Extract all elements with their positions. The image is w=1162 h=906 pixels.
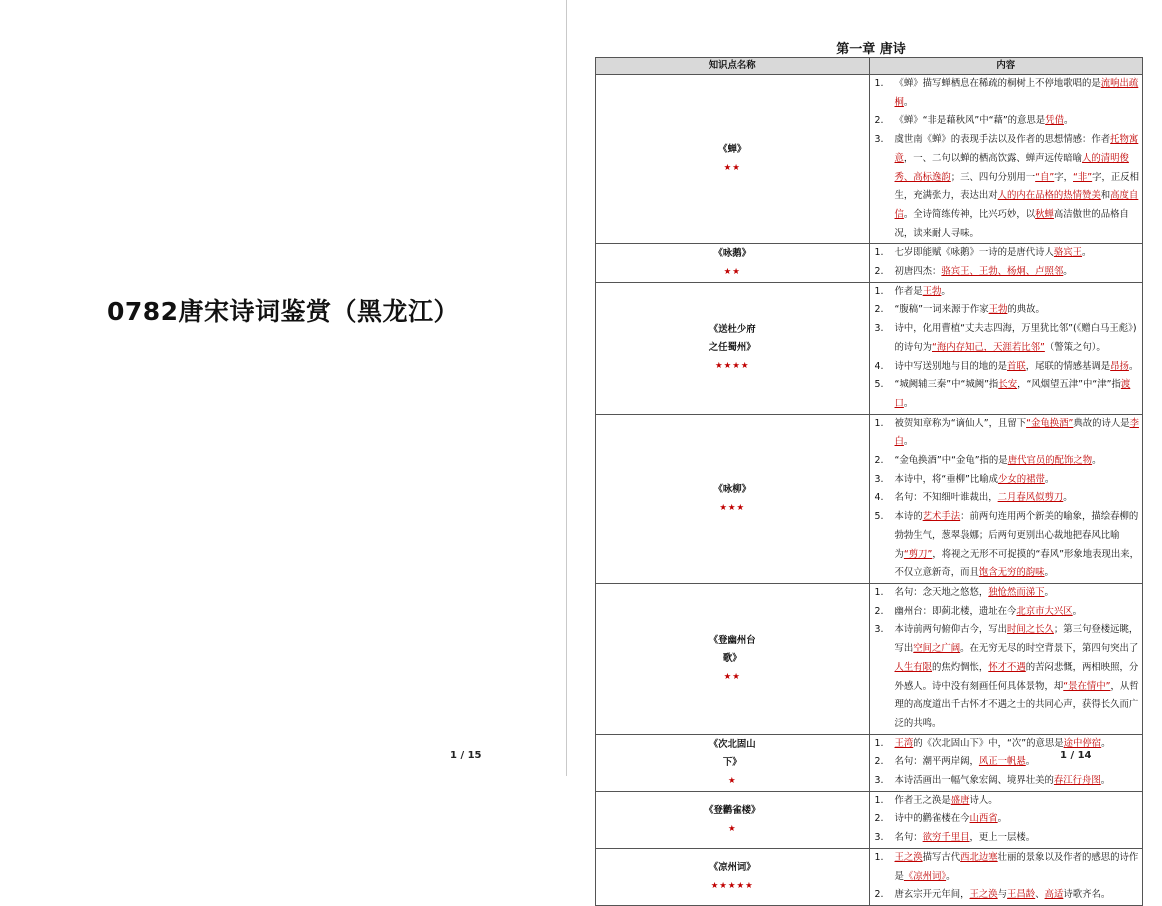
item-text: 。 — [946, 870, 956, 882]
item-text: 幽州台：即蓟北楼，遗址在今 — [894, 605, 1017, 617]
item-number: 2. — [874, 605, 884, 617]
item-text: 本诗的 — [894, 511, 923, 523]
left-page — [0, 0, 566, 776]
list-item — [870, 358, 1143, 377]
knowledge-point-content — [869, 791, 1143, 848]
item-text: 。 — [1063, 266, 1073, 278]
item-text: 的苦闷悲慨，两相映照，分外感人。诗中没有刻画任何具体景物，却 — [894, 661, 1139, 692]
right-page — [567, 0, 1162, 901]
item-text: 的焦灼惆怅， — [932, 661, 989, 673]
item-text: “城阙辅三秦”中“城阙”指 — [894, 379, 999, 391]
key-answer: 山西省 — [969, 813, 998, 825]
item-number: 2. — [874, 756, 884, 768]
item-text: 描写古代 — [922, 851, 961, 863]
list-item — [870, 584, 1143, 603]
item-text: 作者王之涣是 — [894, 794, 951, 806]
key-answer: 人的内在品格的热情赞美 — [997, 190, 1101, 202]
item-number: 1. — [874, 285, 884, 297]
item-text: 《蝉》“非是藉秋风”中“藉”的意思是 — [894, 115, 1046, 127]
knowledge-point-name — [596, 583, 870, 734]
key-answer: 人生有限 — [894, 661, 933, 673]
key-answer: 李白 — [894, 417, 1139, 448]
item-text: 。 — [997, 813, 1008, 825]
item-text: 。 — [941, 285, 951, 297]
name-line: 之任蜀州》 — [708, 342, 756, 354]
list-item — [870, 471, 1143, 490]
item-text: 诗中，化用曹植“丈夫志四海，万里犹比邻”(《赠白马王彪》)的诗句为 — [894, 323, 1137, 353]
item-number: 1. — [874, 247, 884, 259]
item-text: 。 — [1044, 473, 1055, 485]
knowledge-point-content — [869, 848, 1143, 905]
item-number: 1. — [874, 586, 884, 598]
knowledge-point-name — [596, 244, 870, 282]
knowledge-point-name — [596, 791, 870, 848]
knowledge-point-content — [869, 75, 1143, 244]
content-list — [870, 283, 1143, 414]
item-number: 2. — [874, 266, 884, 278]
key-answer: 凭借 — [1045, 115, 1064, 127]
table-header-row — [596, 58, 1143, 75]
table-row — [596, 282, 1143, 414]
item-text: 。全诗简练传神，比兴巧妙，以 — [903, 208, 1036, 220]
right-page-number: 1 / 14 — [1060, 750, 1092, 761]
item-text: ；三、四句分别用一 — [950, 171, 1036, 183]
key-answer: 欲穷千里目 — [922, 832, 970, 844]
name-line: 《登鹳雀楼》 — [704, 804, 761, 816]
key-answer: 流响出疏桐 — [894, 78, 1139, 108]
knowledge-point-content — [869, 583, 1143, 734]
importance-stars: ★★★★ — [715, 361, 750, 372]
importance-stars: ★★★★★ — [710, 880, 754, 891]
item-text: 作者是 — [894, 285, 923, 297]
importance-stars: ★ — [727, 775, 737, 786]
importance-stars: ★★★ — [719, 502, 746, 513]
item-number: 2. — [874, 455, 884, 467]
key-answer: “非” — [1073, 171, 1093, 183]
item-text: ：前两句连用两个新美的喻象，描绘春柳的勃勃生气，葱翠袅娜；后两句更别出心裁地把春风比喻为 — [894, 511, 1139, 560]
item-text: 与 — [997, 889, 1008, 901]
item-text: （警策之句）。 — [1044, 341, 1106, 353]
item-number: 1. — [874, 737, 884, 749]
item-text: “腹稿”一词来源于作家 — [894, 304, 989, 316]
item-number: 3. — [874, 624, 884, 636]
item-number: 2. — [874, 889, 884, 901]
key-answer: 高度自信 — [894, 190, 1139, 220]
name-line: 歌》 — [722, 652, 742, 664]
content-list — [870, 244, 1143, 281]
item-text: 。 — [1063, 115, 1074, 127]
item-text: 。 — [903, 436, 914, 448]
list-item — [870, 753, 1143, 772]
item-text: 诗中的鹳雀楼在今 — [894, 813, 970, 825]
key-answer: 骆宾王、王勃、杨炯、卢照邻 — [941, 266, 1064, 278]
list-item — [870, 772, 1143, 791]
item-text: 本诗前两句俯仰古今，写出 — [894, 624, 1008, 636]
item-text: 。 — [903, 397, 914, 409]
item-text: 。在无穷无尽的时空背景下，第四句突出了 — [960, 643, 1139, 655]
list-item — [870, 735, 1143, 754]
left-page-number: 1 / 15 — [450, 750, 482, 761]
key-answer: 王之涣 — [894, 851, 923, 863]
item-number: 4. — [874, 360, 884, 372]
table-row — [596, 75, 1143, 244]
importance-stars: ★★ — [723, 671, 741, 682]
item-text: 。 — [1044, 567, 1054, 579]
item-text: 虞世南《蝉》的表现手法以及作者的思想情感：作者 — [894, 134, 1111, 146]
item-text: 唐玄宗开元年间， — [894, 889, 970, 901]
item-number: 2. — [874, 304, 884, 316]
knowledge-point-name — [596, 414, 870, 583]
key-answer: 春江行舟图 — [1053, 775, 1101, 787]
item-text: 名句：潮平两岸阔， — [894, 756, 979, 768]
item-text: 。 — [1100, 775, 1111, 787]
key-answer: 盛唐 — [950, 794, 970, 806]
item-text: 。 — [1044, 586, 1054, 598]
item-number: 1. — [874, 794, 884, 806]
item-text: 诗中写送别地与目的地的是 — [894, 360, 1008, 372]
key-answer: 渡口 — [894, 379, 1131, 409]
list-item — [870, 376, 1143, 413]
item-text: 。 — [1063, 492, 1073, 504]
table-row — [596, 848, 1143, 905]
list-item — [870, 320, 1143, 357]
content-list — [870, 735, 1143, 791]
list-item — [870, 508, 1143, 583]
item-text: 高洁傲世的品格自况，读来耐人寻味。 — [894, 208, 1129, 239]
item-text: 。 — [1072, 605, 1083, 617]
list-item — [870, 244, 1143, 263]
item-text: 和 — [1100, 190, 1111, 202]
key-answer: 骆宾王 — [1053, 247, 1083, 259]
name-line: 《次北固山 — [708, 738, 756, 750]
key-answer: “剪刀” — [903, 548, 933, 560]
item-text: 名句：不知细叶谁裁出， — [894, 492, 998, 504]
list-item — [870, 849, 1143, 886]
table-row — [596, 414, 1143, 583]
item-number: 2. — [874, 813, 884, 825]
key-answer: 王之涣 — [969, 889, 998, 901]
list-item — [870, 810, 1143, 829]
item-number: 3. — [874, 323, 884, 335]
content-list — [870, 792, 1143, 848]
name-line: 《登幽州台 — [708, 634, 756, 646]
item-text: 《蝉》描写蝉栖息在稀疏的桐树上不停地歌唱的是 — [894, 78, 1101, 89]
item-text: 。 — [1101, 737, 1111, 749]
list-item — [870, 75, 1143, 112]
list-item — [870, 621, 1143, 733]
list-item — [870, 829, 1143, 848]
item-number: 3. — [874, 832, 884, 844]
knowledge-point-content — [869, 244, 1143, 282]
key-answer: 秋蝉 — [1035, 208, 1054, 220]
item-text: 、 — [1035, 889, 1045, 901]
key-answer: 首联 — [1007, 360, 1026, 372]
item-text: 壮丽的景象以及作者的感思的诗作是 — [894, 851, 1139, 882]
item-text: ，将视之无形不可捉摸的“春风”形象地表现出来，不仅立意新奇，而且 — [894, 548, 1139, 579]
name-line: 《咏柳》 — [713, 483, 751, 495]
item-text: 典故的诗人是 — [1073, 417, 1130, 429]
list-item — [870, 792, 1143, 811]
item-text: 。 — [1082, 247, 1092, 259]
key-answer: 北京市大兴区 — [1016, 605, 1073, 617]
list-item — [870, 489, 1143, 508]
list-item — [870, 415, 1143, 452]
key-answer: “景在情中” — [1063, 680, 1111, 692]
name-line: 《送杜少府 — [708, 324, 756, 336]
key-answer: 时间之长久 — [1007, 624, 1054, 636]
key-answer: 昂扬 — [1110, 360, 1129, 372]
content-list — [870, 584, 1143, 734]
item-text: 。 — [1128, 360, 1139, 372]
key-answer: 《凉州词》 — [903, 870, 947, 882]
key-answer: 风正一帆悬 — [978, 756, 1026, 768]
item-text: 的《次北固山下》中，“次”的意思是 — [913, 737, 1064, 749]
item-text: ，“风烟望五津”中“津”指 — [1017, 379, 1121, 391]
item-number: 3. — [874, 134, 884, 146]
item-text: ，一、二句以蝉的栖高饮露、蝉声远传暗喻 — [903, 152, 1083, 164]
item-number: 2. — [874, 115, 884, 127]
key-answer: “海内存知己，天涯若比邻” — [932, 341, 1045, 353]
item-number: 1. — [874, 851, 884, 863]
name-line: 《凉州词》 — [708, 861, 756, 873]
list-item — [870, 263, 1143, 282]
key-answer: 独怆然而涕下 — [988, 586, 1045, 598]
item-text: “金龟换酒”中“金龟”指的是 — [894, 455, 1008, 467]
item-text: ，更上一层楼。 — [969, 832, 1036, 844]
table-row — [596, 244, 1143, 282]
name-line: 下》 — [722, 756, 742, 768]
item-text: ，尾联的情感基调是 — [1025, 360, 1111, 372]
item-text: 本诗中，将“垂柳”比喻成 — [894, 473, 998, 485]
key-answer: 饱含无穷的韵味 — [978, 567, 1045, 579]
knowledge-table — [595, 57, 1143, 906]
key-answer: 托物寓意 — [894, 134, 1139, 164]
item-text: 被贺知章称为“谪仙人”，且留下 — [894, 417, 1027, 429]
key-answer: 高适 — [1044, 889, 1064, 901]
item-text: 七岁即能赋《咏鹅》一诗的是唐代诗人 — [894, 247, 1054, 259]
name-line: 《咏鹅》 — [713, 248, 751, 260]
key-answer: 人的清明俊秀、高标逸韵 — [894, 152, 1129, 183]
item-text: ；第三句登楼远眺，写出 — [894, 624, 1139, 655]
key-answer: 二月春风似剪刀 — [997, 492, 1064, 504]
knowledge-point-name — [596, 75, 870, 244]
table-row — [596, 791, 1143, 848]
list-item — [870, 886, 1143, 905]
item-number: 1. — [874, 417, 884, 429]
key-answer: 王昌龄 — [1007, 889, 1036, 901]
item-text: 。 — [903, 96, 914, 108]
key-answer: 王勃 — [988, 304, 1008, 316]
item-text: 。 — [1092, 455, 1102, 467]
key-answer: 长安 — [998, 379, 1018, 391]
list-item — [870, 112, 1143, 131]
key-answer: 西北边塞 — [960, 851, 998, 863]
item-text: 的典故。 — [1007, 304, 1045, 316]
list-item — [870, 452, 1143, 471]
item-number: 4. — [874, 492, 884, 504]
knowledge-point-name — [596, 848, 870, 905]
knowledge-point-content — [869, 414, 1143, 583]
list-item — [870, 301, 1143, 320]
importance-stars: ★★ — [723, 163, 741, 174]
key-answer: 途中停宿 — [1063, 737, 1102, 749]
item-number: 3. — [874, 473, 884, 485]
item-text: 诗人。 — [969, 794, 998, 806]
item-text: 字， — [1054, 171, 1074, 183]
knowledge-point-content — [869, 734, 1143, 791]
header-name-column: 知识点名称 — [596, 58, 870, 75]
content-list — [870, 75, 1143, 243]
key-answer: “自” — [1035, 171, 1055, 183]
table-row — [596, 583, 1143, 734]
knowledge-point-content — [869, 282, 1143, 414]
item-text: 初唐四杰： — [894, 266, 942, 278]
item-text: 诗歌齐名。 — [1063, 889, 1111, 901]
item-text: 本诗活画出一幅气象宏阔、境界壮美的 — [894, 775, 1054, 787]
key-answer: 艺术手法 — [922, 511, 961, 523]
key-answer: 唐代官员的配饰之物 — [1007, 455, 1093, 467]
item-text: 。 — [1025, 756, 1036, 768]
key-answer: 空间之广阔 — [913, 643, 961, 655]
chapter-title: 第一章 唐诗 — [836, 42, 906, 57]
item-number: 5. — [874, 511, 884, 523]
key-answer: 王湾 — [894, 737, 914, 749]
list-item — [870, 283, 1143, 302]
item-number: 3. — [874, 775, 884, 787]
item-text: 名句： — [894, 832, 923, 844]
item-number: 1. — [874, 78, 884, 89]
header-content-column: 内容 — [869, 58, 1143, 75]
list-item — [870, 131, 1143, 243]
item-number: 5. — [874, 379, 884, 391]
knowledge-point-name — [596, 282, 870, 414]
importance-stars: ★★ — [723, 267, 741, 278]
importance-stars: ★ — [727, 823, 737, 834]
knowledge-point-name — [596, 734, 870, 791]
content-list — [870, 415, 1143, 583]
content-list — [870, 849, 1143, 905]
document-title: 0782唐宋诗词鉴赏（黑龙江） — [106, 297, 460, 326]
key-answer: 怀才不遇 — [988, 661, 1026, 673]
list-item — [870, 603, 1143, 622]
table-row — [596, 734, 1143, 791]
key-answer: “金龟换酒” — [1026, 417, 1074, 429]
key-answer: 王勃 — [922, 285, 942, 297]
name-line: 《蝉》 — [718, 144, 747, 156]
item-text: ，从哲理的高度道出千古怀才不遇之士的共同心声，获得长久而广泛的共鸣。 — [894, 680, 1139, 729]
key-answer: 少女的裙带 — [997, 473, 1045, 485]
item-text: 字，正反相生，充满张力，表达出对 — [894, 171, 1139, 202]
item-text: 名句：念天地之悠悠， — [894, 586, 989, 598]
